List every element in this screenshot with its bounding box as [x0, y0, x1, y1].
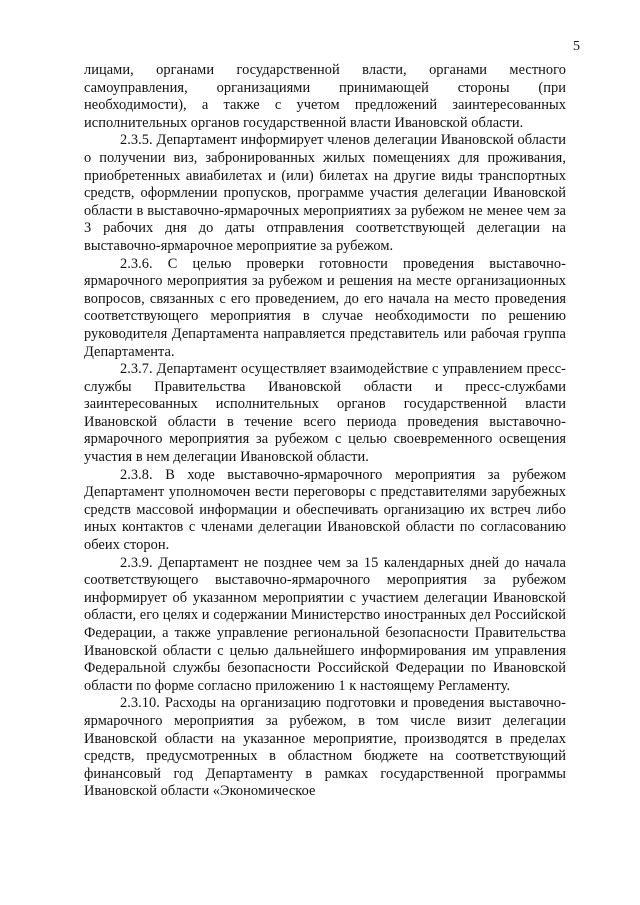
page-number: 5: [573, 39, 580, 54]
paragraph-2-3-6: 2.3.6. С целью проверки готовности проведения выставочно-ярмарочного мероприятия за рубежом и решения на месте организационных вопросов, связанных с его проведением, до его начала на место проведения соответствующего мероприятия в случае необходимости по решению руководителя Департамента направляется представитель или рабочая группа Департамента.: [84, 255, 566, 360]
paragraph-2-3-7: 2.3.7. Департамент осуществляет взаимодействие с управлением пресс-службы Правительства Ивановской области и пресс-службами заинтересованных исполнительных органов государственной власти Ивановской области в течение всего периода проведения выставочно-ярмарочного мероприятия за рубежом с целью своевременного освещения участия в нем делегации Ивановской области.: [84, 361, 566, 466]
paragraph-2-3-5: 2.3.5. Департамент информирует членов делегации Ивановской области о получении виз, забронированных жилых помещениях для проживания, приобретенных авиабилетах и (или) билетах на другие виды транспортных средств, оформлении пропусков, программе участия делегации Ивановской области в выставочно-ярмарочных мероприятиях за рубежом не менее чем за 3 рабочих дня до даты отправления соответствующей делегации на выставочно-ярмарочное мероприятие за рубежом.: [84, 132, 566, 254]
paragraph-2-3-9: 2.3.9. Департамент не позднее чем за 15 календарных дней до начала соответствующего выставочно-ярмарочного мероприятия за рубежом информирует об указанном мероприятии с участием делегации Ивановской области, его целях и содержании Министерство иностранных дел Российской Федерации, а также управление региональной безопасности Правительства Ивановской области с целью дальнейшего информирования им управления Федеральной службы безопасности Российской Федерации по Ивановской области по форме согласно приложению 1 к настоящему Регламенту.: [84, 554, 566, 694]
paragraph-continuation: лицами, органами государственной власти, органами местного самоуправления, организациями принимающей стороны (при необходимости), а также с учетом предложений заинтересованных исполнительных органов государственной власти Ивановской области.: [84, 62, 566, 131]
paragraph-2-3-10: 2.3.10. Расходы на организацию подготовки и проведения выставочно-ярмарочного мероприятия за рубежом, в том числе визит делегации Ивановской области на указанное мероприятие, производятся в пределах средств, предусмотренных в областном бюджете на соответствующий финансовый год Департаменту в рамках государственной программы Ивановской области «Экономическое: [84, 695, 566, 800]
document-body: [84, 62, 566, 801]
paragraph-2-3-8: 2.3.8. В ходе выставочно-ярмарочного мероприятия за рубежом Департамент уполномочен вести переговоры с представителями зарубежных средств массовой информации и обеспечивать организацию их встреч либо иных контактов с членами делегации Ивановской области по согласованию обеих сторон.: [84, 466, 566, 554]
